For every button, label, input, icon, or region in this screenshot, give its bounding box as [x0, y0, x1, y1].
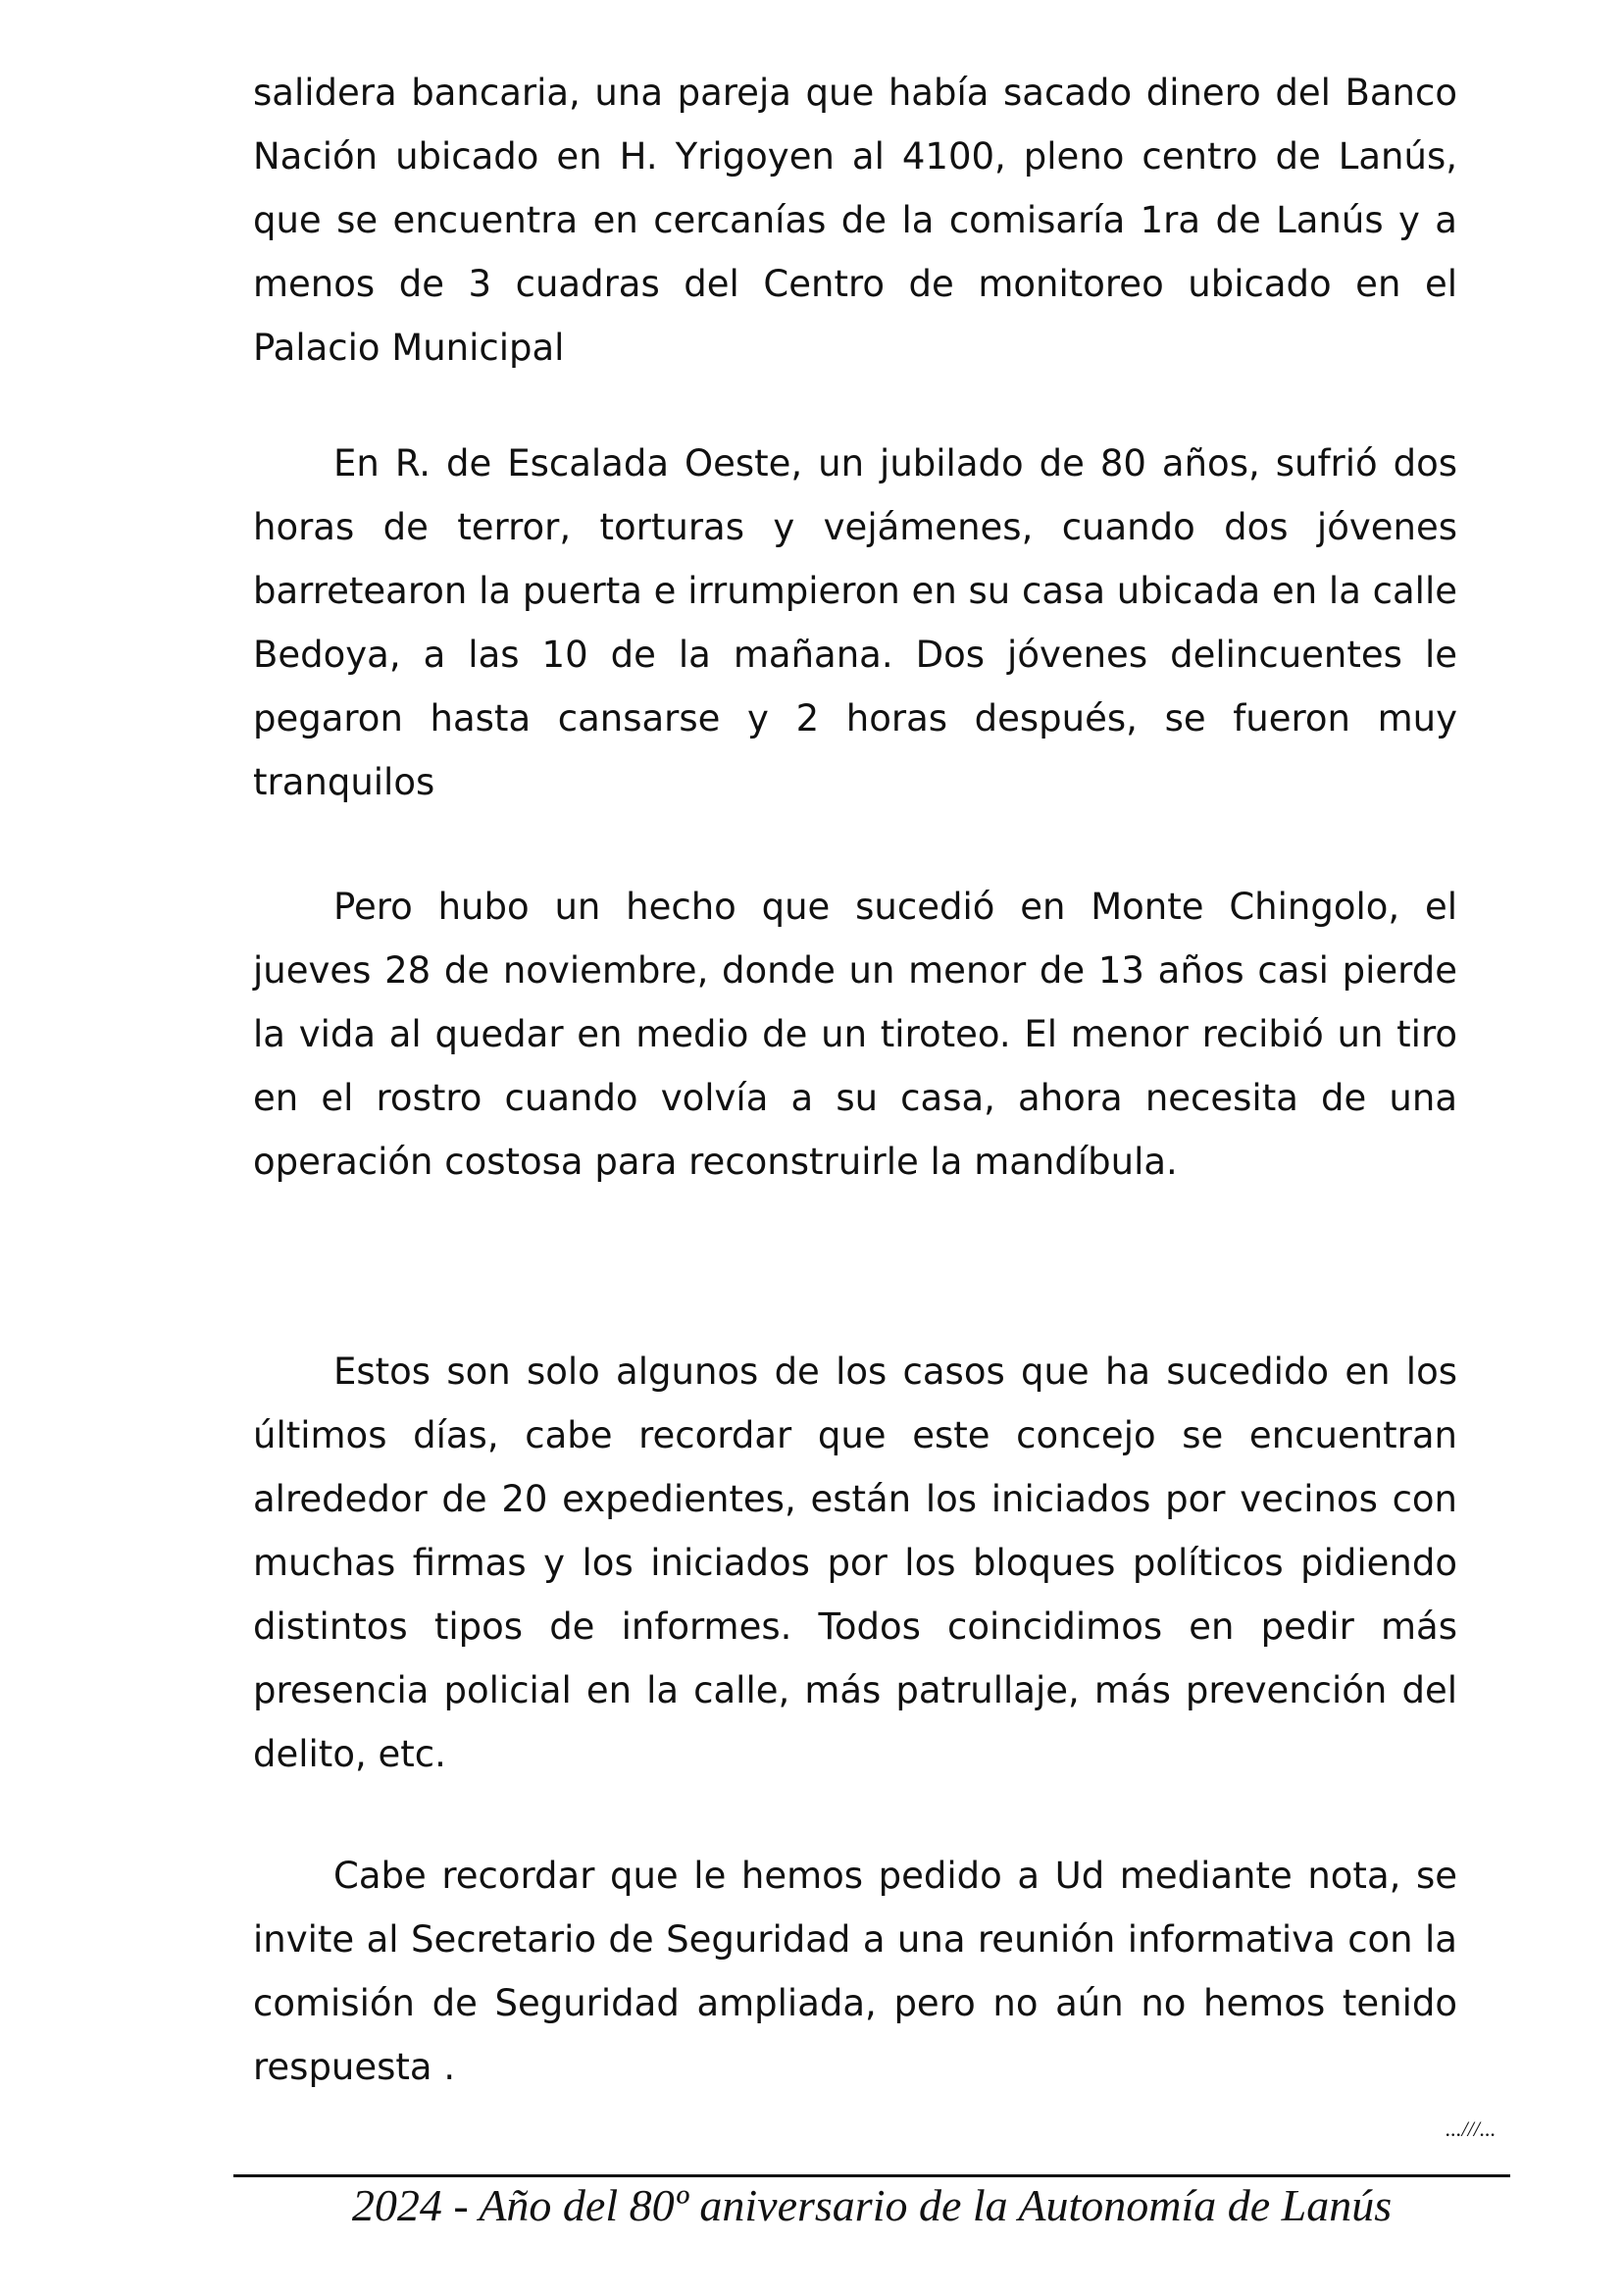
paragraph-expedientes: Estos son solo algunos de los casos que ha sucedido en los últimos días, cabe recordar que este concejo se encuentran alrededor de 20 expedientes, están los iniciados por vecinos con muchas firmas y los iniciados por los bloques políticos pidiendo distintos tipos de informes. Todos coincidimos en pedir más presencia policial en la calle, más patrullaje, más prevención del delito, etc. [253, 1351, 1457, 1775]
paragraph-monte-chingolo: Pero hubo un hecho que sucedió en Monte Chingolo, el jueves 28 de noviembre, donde un menor de 13 años casi pierde la vida al quedar en medio de un tiroteo. El menor recibió un tiro en el rostro cuando volvía a su casa, ahora necesita de una operación costosa para reconstruirle la mandíbula. [253, 886, 1457, 1183]
paragraph-salidera-bancaria: salidera bancaria, una pareja que había sacado dinero del Banco Nación ubicado en H. Yrigoyen al 4100, pleno centro de Lanús, que se encuentra en cercanías de la comisaría 1ra de Lanús y a menos de 3 cuadras del Centro de monitoreo ubicado en el Palacio Municipal [253, 72, 1457, 369]
paragraph-escalada-oeste: En R. de Escalada Oeste, un jubilado de 80 años, sufrió dos horas de terror, torturas y vejámenes, cuando dos jóvenes barretearon la puerta e irrumpieron en su casa ubicada en la calle Bedoya, a las 10 de la mañana. Dos jóvenes delincuentes le pegaron hasta cansarse y 2 horas después, se fueron muy tranquilos [253, 442, 1457, 803]
page-continuation-mark: ...///... [1446, 2116, 1497, 2141]
footer-motto: 2024 - Año del 80º aniversario de la Autonomía de Lanús [351, 2180, 1393, 2230]
paragraph-secretario-seguridad: Cabe recordar que le hemos pedido a Ud mediante nota, se invite al Secretario de Seguridad a una reunión informativa con la comisión de Seguridad ampliada, pero no aún no hemos tenido respuesta . [253, 1855, 1457, 2088]
